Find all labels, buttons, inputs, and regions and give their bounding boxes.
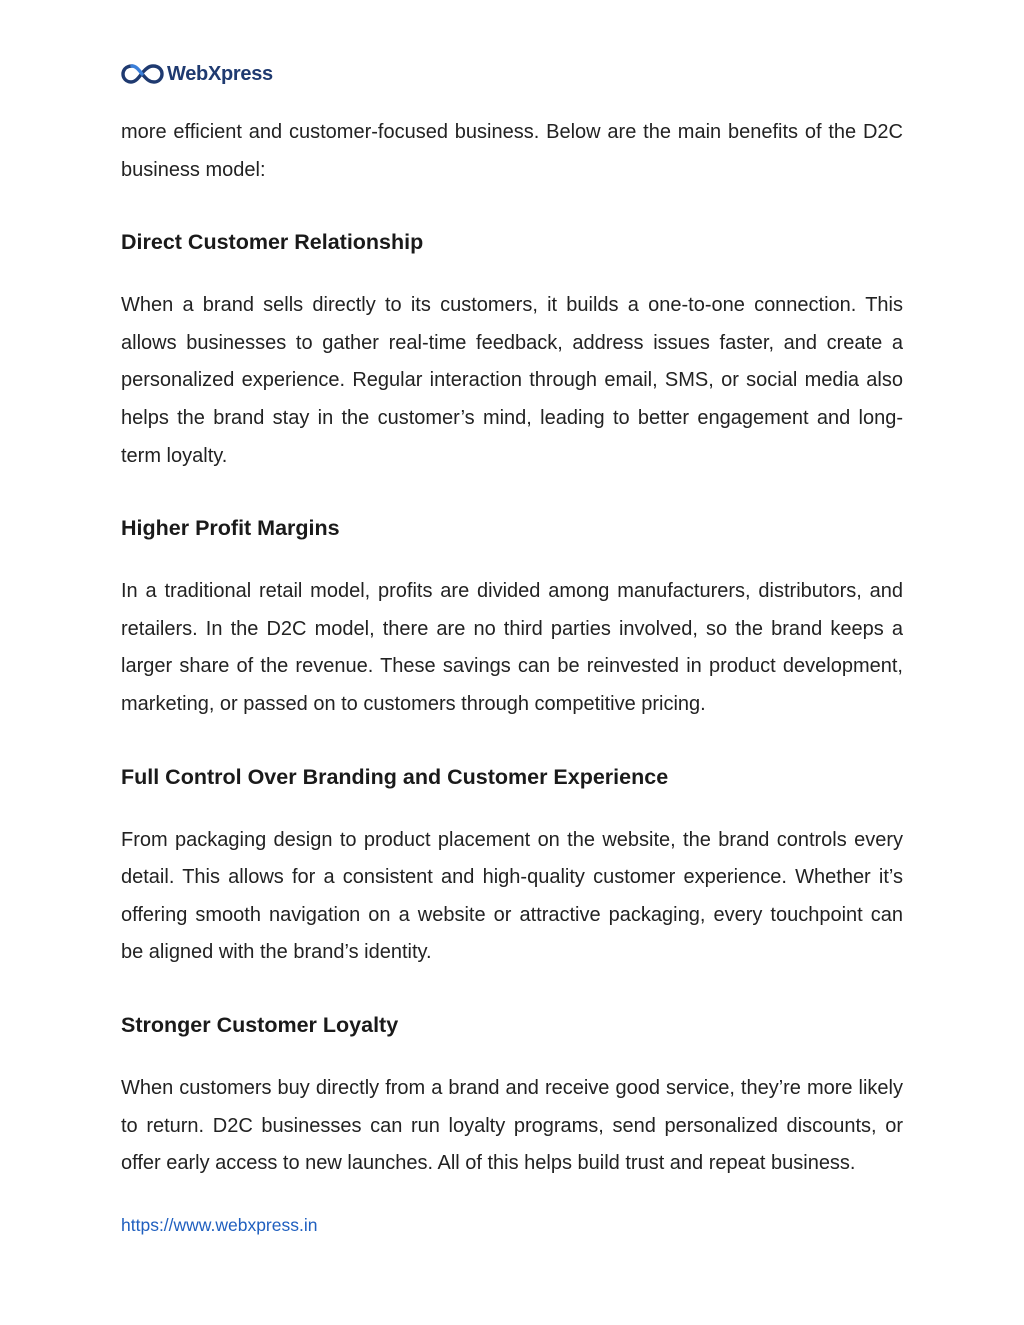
document-body — [121, 114, 903, 1183]
section-heading-full-control-branding: Full Control Over Branding and Customer Experience — [121, 764, 669, 789]
intro-paragraph: more efficient and customer-focused business. Below are the main benefits of the D2C business model: — [121, 121, 903, 181]
section-body-stronger-customer-loyalty: When customers buy directly from a brand and receive good service, they’re more likely to return. D2C businesses can run loyalty programs, send personalized discounts, or offer early access to new launches. All of this helps build trust and repeat business. — [121, 1076, 903, 1175]
section-heading-stronger-customer-loyalty: Stronger Customer Loyalty — [121, 1012, 399, 1037]
webxpress-logo — [121, 58, 273, 90]
section-heading-direct-customer-relationship: Direct Customer Relationship — [121, 230, 424, 255]
section-body-higher-profit-margins: In a traditional retail model, profits are divided among manufacturers, distributors, and retailers. In the D2C model, there are no third parties involved, so the brand keeps a larger share of the revenue. These savings can be reinvested in product development, marketing, or passed on to customers through competitive pricing. — [121, 580, 903, 715]
section-body-full-control-branding: From packaging design to product placement on the website, the brand controls every detail. This allows for a consistent and high-quality customer experience. Whether it’s offering smooth navigation on a website or attractive packaging, every touchpoint can be aligned with the brand’s identity. — [121, 828, 903, 964]
logo-text: WebXpress — [167, 62, 273, 85]
section-body-direct-customer-relationship: When a brand sells directly to its customers, it builds a one-to-one connection. This allows businesses to gather real-time feedback, address issues faster, and create a personalized experience. Regular interaction through email, SMS, or social media also helps the brand stay in the customer’s mind, leading to better engagement and long-term loyalty. — [121, 294, 903, 467]
footer-website-link[interactable]: https://www.webxpress.in — [121, 1215, 318, 1235]
infinity-logo-icon — [121, 60, 165, 88]
section-heading-higher-profit-margins: Higher Profit Margins — [121, 516, 340, 541]
